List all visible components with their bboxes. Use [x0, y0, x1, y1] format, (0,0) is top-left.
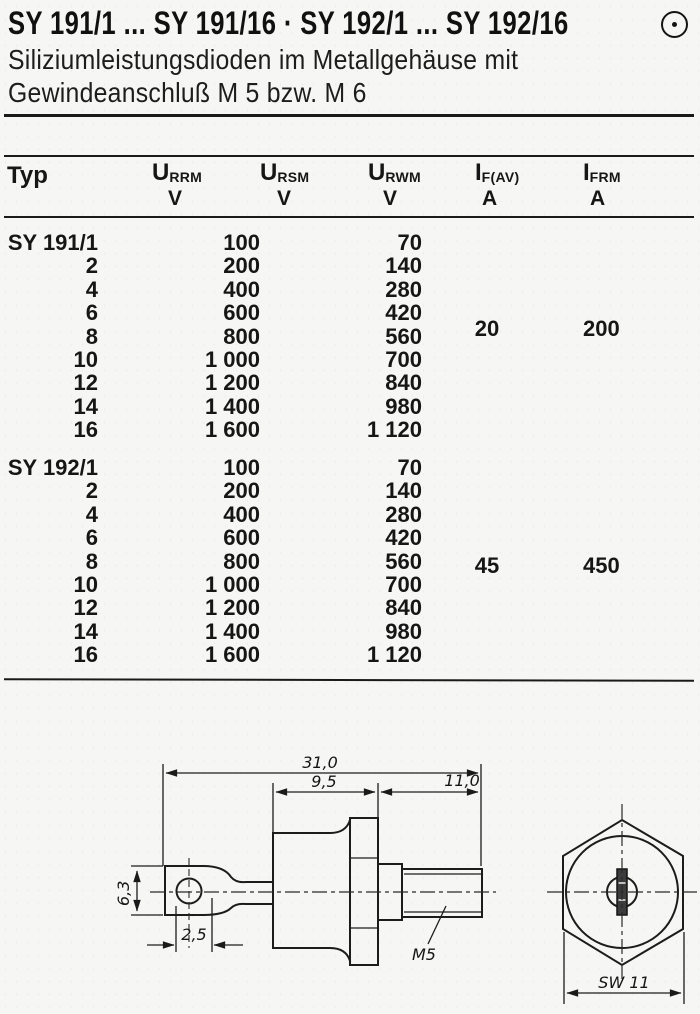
- table-row: [0, 371, 700, 395]
- cell-typ: 12: [73, 595, 98, 621]
- cell-typ: 4: [85, 276, 98, 302]
- cell-urwm: 280: [385, 501, 422, 527]
- ifav-unit: A: [482, 187, 498, 210]
- cell-typ: 16: [73, 417, 98, 443]
- cell-typ: 8: [85, 323, 98, 349]
- table-row: [0, 643, 700, 667]
- cell-urrm: 1 600: [204, 642, 260, 668]
- dim-overall-length: 31,0: [302, 753, 338, 772]
- cell-urwm: 140: [385, 253, 422, 279]
- urrm-unit: V: [168, 187, 183, 210]
- cell-urwm: 1 120: [366, 642, 422, 668]
- cell-urwm: 700: [385, 572, 422, 597]
- logo-dot: [672, 22, 677, 27]
- table-row: [0, 231, 700, 255]
- group-ifav-value: 20: [474, 316, 500, 341]
- cell-urrm: 100: [223, 455, 260, 480]
- dim-hole-width: 2,5: [181, 925, 207, 944]
- diode-body: [273, 820, 350, 961]
- cell-typ: 10: [73, 347, 98, 372]
- table-row: [0, 348, 700, 372]
- table-row: [0, 456, 700, 480]
- table-row: [0, 479, 700, 503]
- ifrm-unit: A: [590, 187, 606, 210]
- cell-urrm: 600: [223, 525, 260, 551]
- table-row: [0, 620, 700, 644]
- table-row: [0, 395, 700, 419]
- ursm-unit: V: [277, 187, 292, 210]
- cell-urwm: 700: [385, 347, 422, 372]
- cell-urwm: 70: [397, 455, 422, 480]
- cell-typ: 16: [73, 642, 98, 668]
- urrm-subscript: RRM: [169, 169, 203, 185]
- ursm-subscript: RSM: [277, 169, 310, 185]
- cell-urwm: 70: [397, 230, 422, 255]
- table-header-rule: [4, 216, 694, 218]
- cell-typ: 12: [73, 370, 98, 396]
- cell-typ: 8: [85, 548, 98, 574]
- ifrm-symbol: I: [583, 159, 590, 186]
- cell-urrm: 800: [223, 548, 260, 574]
- cell-typ: 10: [73, 572, 98, 597]
- column-header-ursm: [260, 160, 309, 210]
- cell-typ: 2: [85, 253, 98, 279]
- subtitle-line-2: Gewindeanschluß M 5 bzw. M 6: [8, 77, 367, 108]
- dim-wrench-size: SW 11: [598, 973, 650, 992]
- cell-urrm: 1 200: [204, 595, 260, 621]
- cell-urrm: 200: [223, 478, 260, 504]
- table-row: [0, 278, 700, 302]
- cell-typ: 6: [85, 300, 98, 326]
- table-row: [0, 254, 700, 278]
- cell-typ: SY 191/1: [7, 230, 98, 255]
- cell-urrm: 400: [223, 501, 260, 527]
- cell-urrm: 1 600: [204, 417, 260, 443]
- cell-urrm: 1 400: [204, 618, 260, 644]
- urwm-subscript: RWM: [385, 169, 421, 185]
- end-view: [547, 804, 698, 1004]
- group-ifrm-value: 450: [583, 553, 620, 578]
- cell-typ: SY 192/1: [7, 455, 98, 480]
- dim-case-length: 9,5: [311, 772, 337, 791]
- cell-urwm: 420: [385, 525, 422, 551]
- cell-urwm: 840: [385, 370, 422, 396]
- column-header-typ: [7, 163, 48, 188]
- subtitle-line-1: Siliziumleistungsdioden im Metallgehäuse mit: [8, 44, 519, 75]
- cell-urwm: 280: [385, 276, 422, 302]
- typ-label: Typ: [7, 162, 48, 189]
- cell-typ: 14: [73, 618, 98, 644]
- urrm-symbol: U: [152, 159, 170, 186]
- cell-typ: 4: [85, 501, 98, 527]
- header-divider: [4, 114, 694, 117]
- table-row: [0, 418, 700, 442]
- table-bottom-rule: [4, 678, 694, 681]
- table-row: [0, 526, 700, 550]
- ifav-subscript: F(AV): [481, 169, 520, 185]
- cell-urrm: 1 000: [204, 572, 260, 597]
- circled-dot-icon: [661, 11, 688, 38]
- cell-urrm: 1 000: [204, 347, 260, 372]
- group-ifrm-value: 200: [583, 316, 620, 341]
- cell-typ: 6: [85, 525, 98, 551]
- page-title: SY 191/1 ... SY 191/16 · SY 192/1 ... SY 192/16: [8, 5, 569, 41]
- column-header-urrm: [152, 160, 202, 210]
- cell-urrm: 200: [223, 253, 260, 279]
- urwm-symbol: U: [368, 159, 386, 186]
- ifav-symbol: I: [475, 159, 482, 186]
- cell-urwm: 560: [385, 323, 422, 349]
- cell-urrm: 100: [223, 230, 260, 255]
- urwm-unit: V: [383, 187, 398, 210]
- cell-urwm: 140: [385, 478, 422, 504]
- cell-urwm: 1 120: [366, 417, 422, 443]
- cell-urwm: 980: [385, 393, 422, 419]
- side-view: [114, 753, 496, 965]
- dim-stud-length: 11,0: [444, 771, 480, 790]
- cell-urrm: 600: [223, 300, 260, 326]
- cell-urwm: 420: [385, 300, 422, 326]
- column-header-urwm: [368, 160, 421, 210]
- group-ifav-value: 45: [474, 553, 500, 578]
- ursm-symbol: U: [260, 159, 278, 186]
- column-header-ifav: [475, 160, 519, 210]
- table-top-rule: [4, 155, 694, 157]
- cell-urwm: 840: [385, 595, 422, 621]
- cell-urwm: 980: [385, 618, 422, 644]
- table-row: [0, 596, 700, 620]
- table-row: [0, 503, 700, 527]
- cell-urrm: 1 400: [204, 393, 260, 419]
- threaded-stud: [402, 869, 482, 917]
- cell-typ: 2: [85, 478, 98, 504]
- ifrm-subscript: FRM: [589, 169, 621, 185]
- cell-urwm: 560: [385, 548, 422, 574]
- cell-urrm: 400: [223, 276, 260, 302]
- cell-urrm: 800: [223, 323, 260, 349]
- cell-urrm: 1 200: [204, 370, 260, 396]
- dim-lug-height: 6,3: [114, 880, 133, 906]
- cell-typ: 14: [73, 393, 98, 419]
- dim-thread: M5: [412, 945, 436, 964]
- solder-lug: [165, 866, 273, 915]
- outline-drawing: [0, 730, 700, 1014]
- column-header-ifrm: [583, 160, 621, 210]
